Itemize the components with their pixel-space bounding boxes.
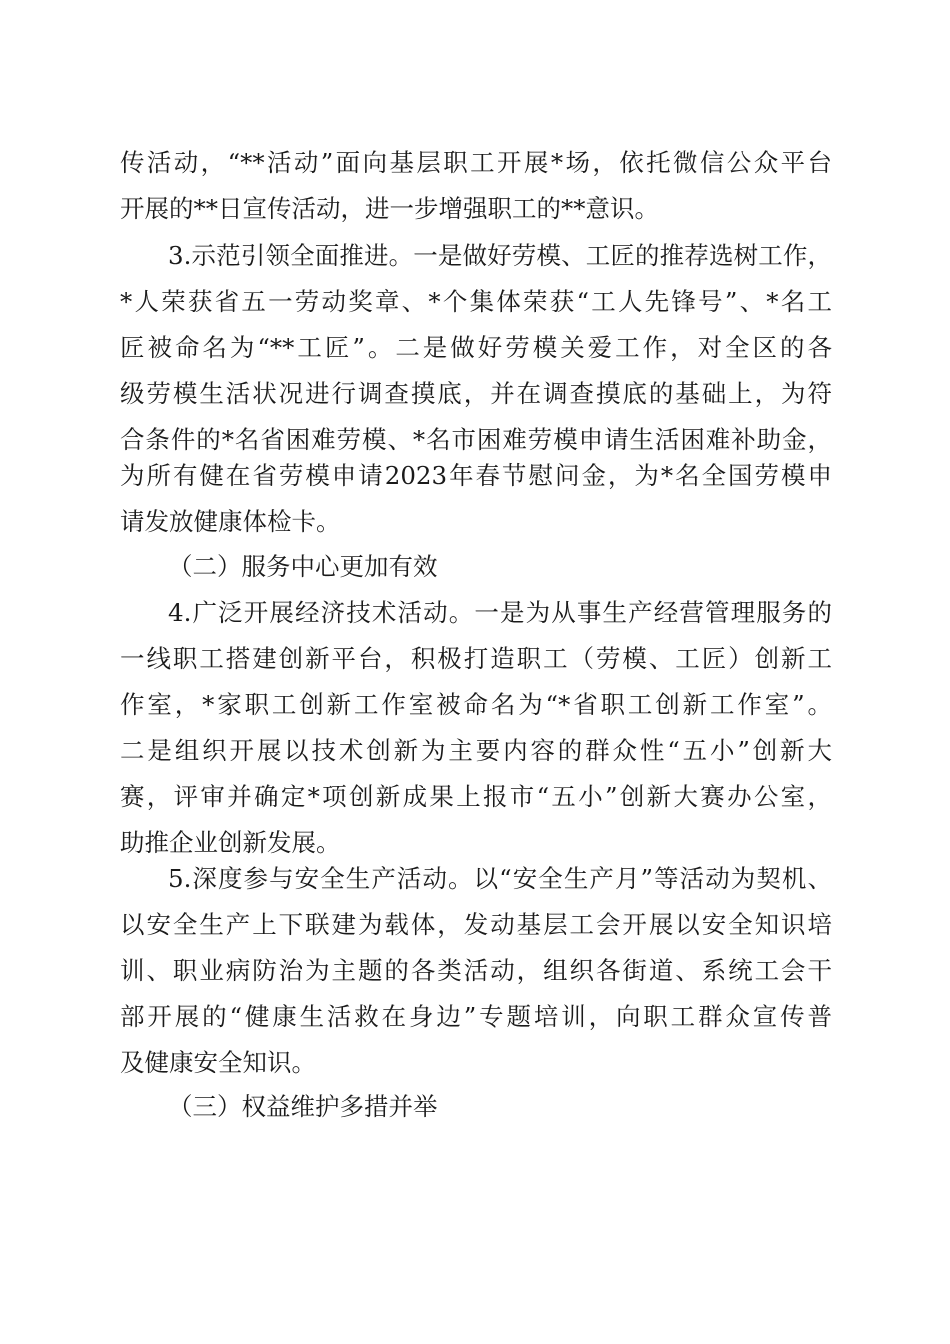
paragraph-line: 请发放健康体检卡。: [120, 507, 341, 536]
paragraph-line: 传活动，“**活动”面向基层职工开展*场，依托微信公众平台: [120, 148, 832, 177]
paragraph-line: 作室，*家职工创新工作室被命名为“*省职工创新工作室”。: [120, 690, 832, 719]
paragraph-line: 一线职工搭建创新平台，积极打造职工（劳模、工匠）创新工: [120, 644, 832, 673]
paragraph-line: 助推企业创新发展。: [120, 828, 341, 857]
paragraph-line: 及健康安全知识。: [120, 1048, 316, 1077]
paragraph-line: 为所有健在省劳模申请2023年春节慰问金，为*名全国劳模申: [120, 461, 832, 490]
section-heading: （二）服务中心更加有效: [168, 552, 438, 581]
paragraph-line: 二是组织开展以技术创新为主要内容的群众性“五小”创新大: [120, 736, 832, 765]
paragraph-line: 级劳模生活状况进行调查摸底，并在调查摸底的基础上，为符: [120, 379, 832, 408]
paragraph-line: 部开展的“健康生活救在身边”专题培训，向职工群众宣传普: [120, 1002, 832, 1031]
paragraph-line: 3.示范引领全面推进。一是做好劳模、工匠的推荐选树工作，: [168, 241, 832, 270]
paragraph-line: 开展的**日宣传活动，进一步增强职工的**意识。: [120, 194, 659, 223]
paragraph-line: 训、职业病防治为主题的各类活动，组织各街道、系统工会干: [120, 956, 832, 985]
paragraph-line: 以安全生产上下联建为载体，发动基层工会开展以安全知识培: [120, 910, 832, 939]
paragraph-line: 4.广泛开展经济技术活动。一是为从事生产经营管理服务的: [168, 598, 832, 627]
paragraph-line: 赛，评审并确定*项创新成果上报市“五小”创新大赛办公室，: [120, 782, 832, 811]
section-heading: （三）权益维护多措并举: [168, 1092, 438, 1121]
paragraph-line: 5.深度参与安全生产活动。以“安全生产月”等活动为契机、: [168, 864, 832, 893]
paragraph-line: 合条件的*名省困难劳模、*名市困难劳模申请生活困难补助金，: [120, 425, 832, 454]
paragraph-line: 匠被命名为“**工匠”。二是做好劳模关爱工作，对全区的各: [120, 333, 832, 362]
paragraph-line: *人荣获省五一劳动奖章、*个集体荣获“工人先锋号”、*名工: [120, 287, 832, 316]
